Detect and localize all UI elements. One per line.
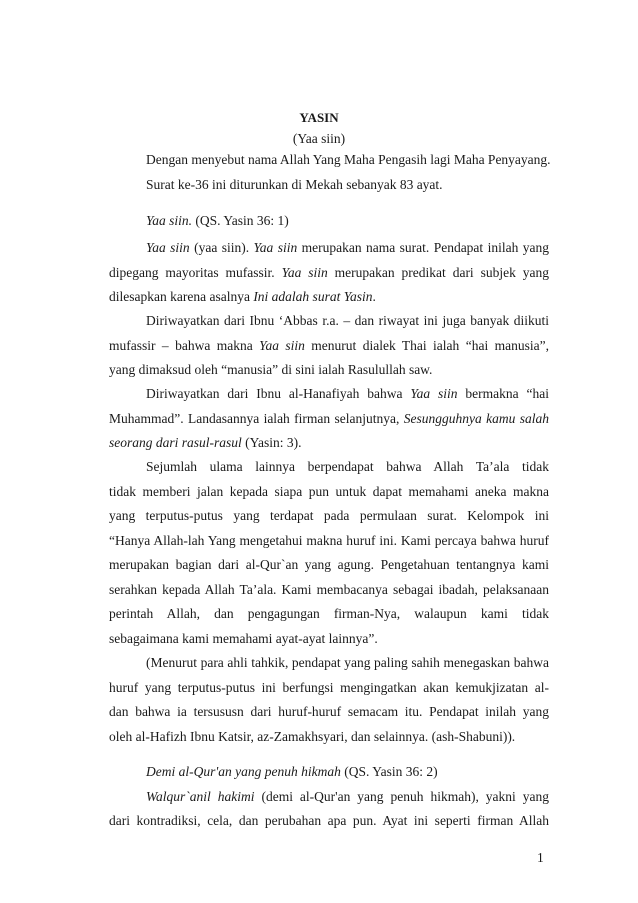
- paragraph-1-line-2: [109, 265, 549, 281]
- text-run: (demi al-Qur'an yang penuh hikmah), yakni yang: [261, 789, 549, 804]
- paragraph-2-line-1: [146, 313, 549, 329]
- paragraph-5-line-2: huruf yang terputus-putus ini berfungsi mengingatkan akan kemukjizatan al-: [109, 680, 549, 695]
- text-run: Muhammad”. Landasannya ialah firman selanjutnya,: [109, 411, 404, 426]
- text-run: (yaa siin).: [189, 240, 254, 255]
- paragraph-5-line-1: (Menurut para ahli tahkik, pendapat yang paling sahih menegaskan bahwa: [146, 655, 549, 670]
- paragraph-6-line-1: [146, 789, 549, 805]
- paragraph-5-line-4: oleh al-Hafizh Ibnu Katsir, az-Zamakhsyari, dan selainnya. (ash-Shabuni)).: [109, 729, 516, 744]
- italic-text-run: Walqur`anil hakimi: [146, 789, 255, 804]
- italic-text-run: Yaa siin: [281, 265, 328, 280]
- verse-2-reference: (QS. Yasin 36: 2): [340, 764, 438, 779]
- italic-text-run: Yaa siin: [410, 386, 458, 401]
- paragraph-4-line-8: sebagaimana kami memahami ayat-ayat lainnya”.: [109, 631, 378, 646]
- page-number: 1: [537, 850, 544, 865]
- italic-text-run: Ini adalah surat Yasin: [253, 289, 373, 304]
- verse-2-heading: [146, 764, 549, 780]
- paragraph-2-line-3: [109, 362, 549, 378]
- paragraph-3-line-2: [109, 411, 549, 427]
- text-run: dilesapkan karena asalnya: [109, 289, 254, 304]
- paragraph-4-line-7: perintah Allah, dan pengagungan firman-Nya, walaupun kami tidak: [109, 606, 549, 621]
- verse-1-reference: (QS. Yasin 36: 1): [192, 213, 289, 228]
- italic-text-run: Sesungguhnya kamu salah: [403, 411, 549, 426]
- paragraph-5-line-3: dan bahwa ia tersususn dari huruf-huruf semacam itu. Pendapat inilah yang: [109, 704, 549, 719]
- verse-1-heading: [146, 213, 549, 229]
- paragraph-4-line-4: “Hanya Allah-lah Yang mengetahui makna huruf ini. Kami percaya bahwa huruf: [109, 533, 549, 548]
- text-run: merupakan predikat dari subjek yang: [327, 265, 549, 280]
- text-run: dipegang mayoritas mufassir.: [109, 265, 282, 280]
- text-run: .: [372, 289, 376, 304]
- paragraph-3-line-1: [146, 386, 549, 402]
- paragraph-6-line-2: [109, 813, 549, 829]
- text-run: Diriwayatkan dari Ibnu ‘Abbas r.a. – dan riwayat ini juga banyak diikuti: [146, 313, 549, 328]
- paragraph-2-line-2: [109, 338, 549, 354]
- verse-2-text: Demi al-Qur'an yang penuh hikmah: [146, 764, 341, 779]
- paragraph-1-line-3: [109, 289, 549, 305]
- page-subtitle: (Yaa siin): [292, 131, 346, 146]
- italic-text-run: seorang dari rasul-rasul: [109, 435, 242, 450]
- page-title: YASIN: [299, 110, 339, 125]
- text-run: Diriwayatkan dari Ibnu al-Hanafiyah bahwa: [146, 386, 411, 401]
- paragraph-4-line-1: Sejumlah ulama lainnya berpendapat bahwa Allah Ta’ala tidak: [146, 459, 549, 474]
- paragraph-4-line-6: serahkan kepada Allah Ta’ala. Kami membacanya sebagai ibadah, pelaksanaan: [109, 582, 549, 597]
- italic-text-run: Yaa siin: [253, 240, 298, 255]
- paragraph-4-line-5: merupakan bagian dari al-Qur`an yang agung. Pengetahuan tentangnya kami: [109, 557, 549, 572]
- surah-info-line: Surat ke-36 ini diturunkan di Mekah sebanyak 83 ayat.: [146, 177, 443, 192]
- text-run: bermakna “hai: [457, 386, 549, 401]
- paragraph-4-line-3: yang terputus-putus yang terdapat pada permulaan surat. Kelompok ini: [109, 508, 549, 523]
- verse-1-text: Yaa siin.: [146, 213, 193, 228]
- italic-text-run: Yaa siin: [259, 338, 305, 353]
- text-run: menurut dialek Thai ialah “hai manusia”,: [311, 338, 549, 353]
- paragraph-3-line-3: [109, 435, 549, 451]
- text-run: mufassir – bahwa makna: [109, 338, 260, 353]
- italic-text-run: Yaa siin: [146, 240, 190, 255]
- text-run: (Yasin: 3).: [241, 435, 302, 450]
- paragraph-1-line-1: [146, 240, 549, 256]
- paragraph-4-line-2: tidak memberi jalan kepada siapa pun untuk dapat memahami aneka makna: [109, 484, 549, 499]
- text-run: merupakan nama surat. Pendapat inilah yang: [297, 240, 549, 255]
- text-run: dari kontradiksi, cela, dan perubahan apa pun. Ayat ini seperti firman Allah: [109, 813, 549, 828]
- text-run: yang dimaksud oleh “manusia” di sini ialah Rasulullah saw.: [109, 362, 433, 377]
- basmalah-line: Dengan menyebut nama Allah Yang Maha Pengasih lagi Maha Penyayang.: [146, 152, 551, 167]
